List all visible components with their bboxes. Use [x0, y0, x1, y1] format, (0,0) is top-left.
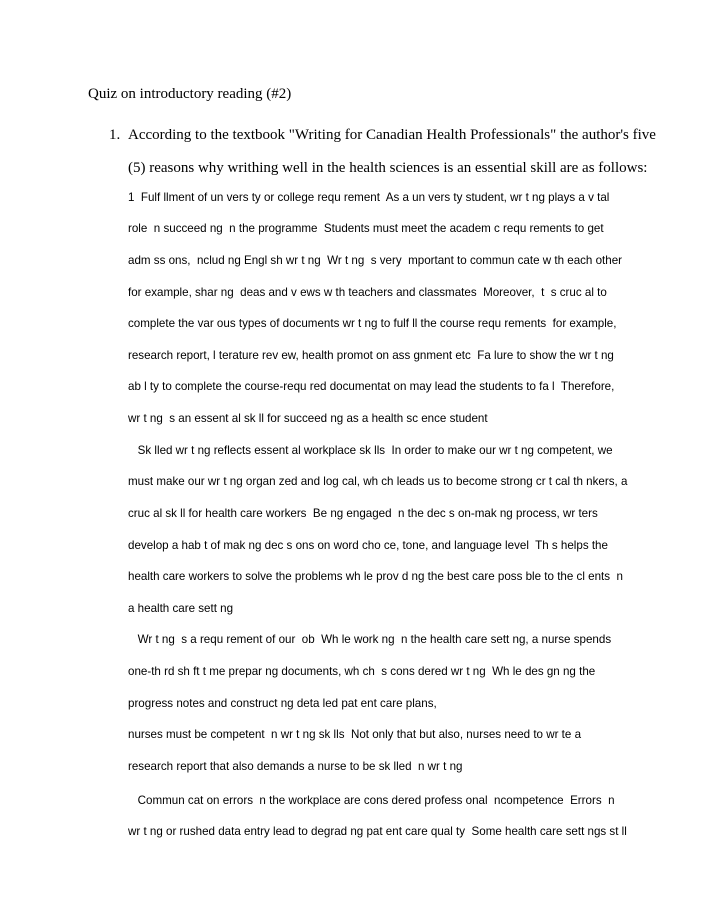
answer-line: 1 Fulf llment of un vers ty or college requ rement As a un vers ty student, wr t ng plays a v tal — [128, 191, 610, 204]
question-line: According to the textbook "Writing for Canadian Health Professionals" the author's five — [128, 127, 656, 143]
answer-line: one-th rd sh ft t me prepar ng documents, wh ch s cons dered wr t ng Wh le des gn ng the — [128, 665, 596, 678]
answer-line: develop a hab t of mak ng dec s ons on word cho ce, tone, and language level Th s helps the — [128, 539, 608, 552]
answer-line: progress notes and construct ng deta led pat ent care plans, — [128, 697, 437, 710]
answer-line: a health care sett ng — [128, 602, 234, 615]
answer-line: adm ss ons, nclud ng Engl sh wr t ng Wr t ng s very mportant to commun cate w th each other — [128, 254, 623, 267]
answer-line: must make our wr t ng organ zed and log cal, wh ch leads us to become strong cr t cal th nkers, a — [128, 475, 628, 488]
question-line: (5) reasons why writhing well in the health sciences is an essential skill are as follows: — [128, 160, 648, 176]
answer-line: research report, l terature rev ew, health promot on ass gnment etc Fa lure to show the wr t ng — [128, 349, 614, 362]
answer-line: Commun cat on errors n the workplace are cons dered profess onal ncompetence Errors n — [128, 794, 615, 807]
answer-line: research report that also demands a nurse to be sk lled n wr t ng — [128, 760, 463, 773]
answer-line: for example, shar ng deas and v ews w th teachers and classmates Moreover, t s cruc al to — [128, 286, 607, 299]
answer-line: wr t ng or rushed data entry lead to degrad ng pat ent care qual ty Some health care sett ngs st ll — [128, 825, 627, 838]
answer-line: wr t ng s an essent al sk ll for succeed ng as a health sc ence student — [128, 412, 488, 425]
answer-line: role n succeed ng n the programme Students must meet the academ c requ rements to get — [128, 222, 604, 235]
answer-line: cruc al sk ll for health care workers Be ng engaged n the dec s on-mak ng process, wr ters — [128, 507, 598, 520]
answer-line: complete the var ous types of documents wr t ng to fulf ll the course requ rements for example, — [128, 317, 617, 330]
answer-line: Sk lled wr t ng reflects essent al workplace sk lls In order to make our wr t ng competent, we — [128, 444, 613, 457]
question-number: 1. — [109, 127, 121, 143]
document-title: Quiz on introductory reading (#2) — [88, 86, 292, 102]
answer-line: Wr t ng s a requ rement of our ob Wh le work ng n the health care sett ng, a nurse spends — [128, 633, 612, 646]
answer-line: health care workers to solve the problems wh le prov d ng the best care poss ble to the cl ents n — [128, 570, 623, 583]
answer-line: nurses must be competent n wr t ng sk lls Not only that but also, nurses need to wr te a — [128, 728, 582, 741]
answer-line: ab l ty to complete the course-requ red documentat on may lead the students to fa l Therefore, — [128, 380, 615, 393]
